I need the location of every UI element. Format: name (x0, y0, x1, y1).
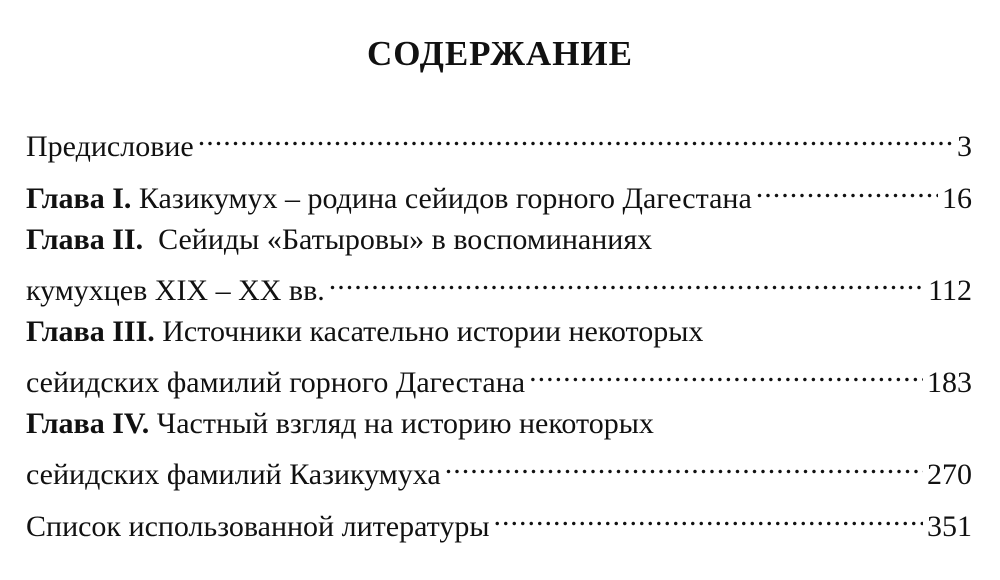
leader-dots (198, 116, 953, 156)
page-title: СОДЕРЖАНИЕ (366, 34, 633, 73)
leader-dots (756, 168, 938, 208)
toc-line (26, 404, 972, 444)
toc-page-number: 112 (928, 274, 972, 307)
toc-line (26, 444, 972, 491)
toc-entry-title-continued: сейидских фамилий горного Дагестана (26, 366, 526, 399)
chapter-label: Глава IV. (26, 407, 150, 440)
toc-entry-title-continued: кумухцев XIX – XX вв. (26, 274, 325, 307)
leader-dots (445, 444, 923, 484)
toc-entry-title: Источники касательно истории некоторых (162, 315, 704, 348)
toc-line (26, 260, 972, 307)
toc-entry-preface (26, 116, 972, 163)
toc-entry-title: Казикумух – родина сейидов горного Дагестана (138, 182, 752, 215)
toc-entry-bibliography (26, 496, 972, 543)
toc-entry-title-continued: сейидских фамилий Казикумуха (26, 458, 441, 491)
toc-entry-chapter-2 (26, 220, 972, 307)
toc-line (26, 312, 972, 352)
toc-page-number: 351 (927, 510, 972, 543)
toc-entry-chapter-3 (26, 312, 972, 399)
toc-line (26, 352, 972, 399)
toc-entry-title: Частный взгляд на историю некоторых (156, 407, 654, 440)
toc-line (26, 496, 972, 543)
toc-entry-title: Сейиды «Батыровы» в воспоминаниях (158, 223, 653, 256)
chapter-label: Глава II. (26, 223, 144, 256)
leader-dots (329, 260, 924, 300)
toc-line (26, 116, 972, 163)
leader-dots (529, 352, 923, 392)
toc-line (26, 220, 972, 260)
table-of-contents (26, 116, 972, 548)
chapter-label: Глава I. (26, 182, 132, 215)
leader-dots (493, 496, 923, 536)
toc-page-number: 16 (942, 182, 972, 215)
toc-page-number: 183 (927, 366, 972, 399)
toc-entry-title: Предисловие (26, 130, 194, 163)
toc-entry-chapter-1 (26, 168, 972, 215)
toc-entry-chapter-4 (26, 404, 972, 491)
toc-line (26, 168, 972, 215)
toc-entry-title: Список использованной литературы (26, 510, 490, 543)
chapter-label: Глава III. (26, 315, 155, 348)
toc-page-number: 270 (927, 458, 972, 491)
toc-page-number: 3 (957, 130, 972, 163)
